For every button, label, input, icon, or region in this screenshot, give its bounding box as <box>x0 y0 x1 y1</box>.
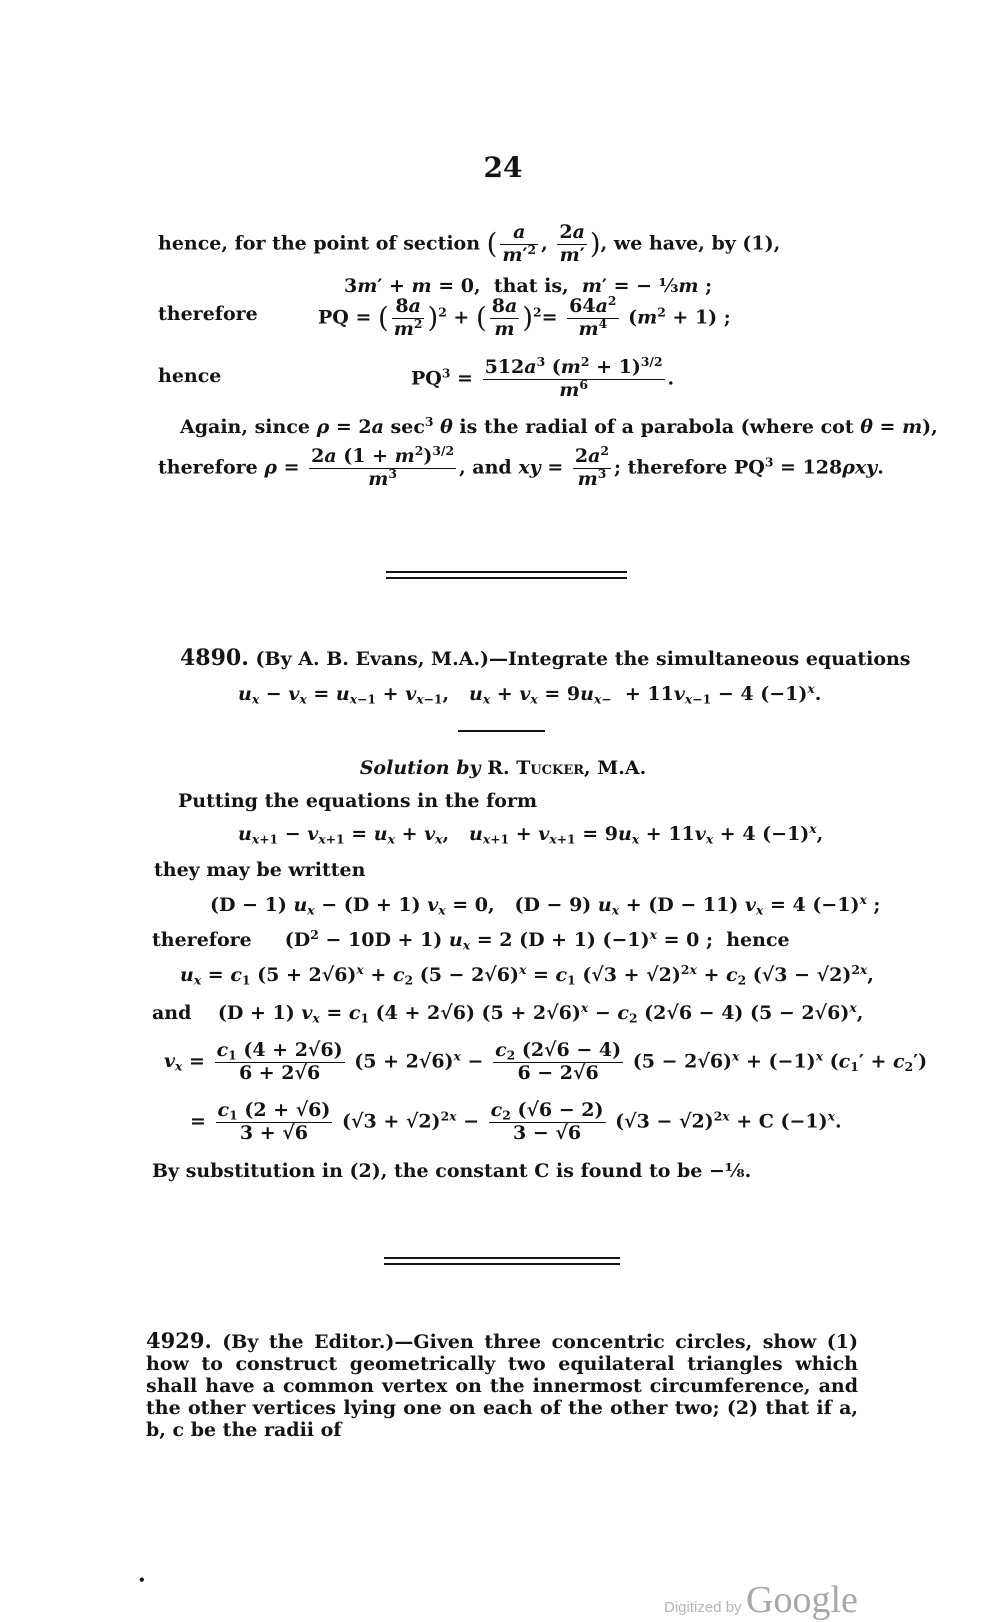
problem-text: (By the Editor.)—Given three concentric circles, show (1) how to construct geometrically two equilateral triangles which shall have a common vertex on the innermost circumference, and the other vertices lying one on each of the other two; (2) that if a, b, c be the radii of <box>146 1331 858 1441</box>
equation: $u_{x+1} - v_{x+1} = u_x + v_x$, $u_{x+1} + v_{x+1} = 9u_x + 11v_x + 4$ $(-1)^x$, <box>238 821 824 847</box>
text-line: they may be written <box>154 859 366 881</box>
section-divider <box>386 571 627 579</box>
short-divider <box>458 730 545 732</box>
problem-header: (By A. B. Evans, M.A.)—Integrate the simultaneous equations <box>255 648 911 670</box>
problem-4929-paragraph <box>146 1330 858 1441</box>
equation: $u_x - v_x = u_{x-1} + v_{x-1}$, $u_x + v_x = 9u_{x-} + 11v_{x-1} - 4$ $(-1)^x$. <box>238 681 822 707</box>
solution-author: R. Tucker, M.A. <box>487 757 647 779</box>
equation: PQ = ( $\frac{8a}{m^2}$ )$^2$ + ( $\frac{8a}{m}$ )$^2$= $\frac{64a^2}{m^4}$ $(m^2 + 1)$ ; <box>318 293 731 340</box>
equation: $u_x = c_1$ $(5 + 2√6)^x + c_2$ $(5 - 2√6)^x = c_1$ $(√3 + √2)^{2x} + c_2$ $(√3 - √2)^{2x}$, <box>180 962 874 988</box>
watermark-prefix: Digitized by <box>664 1599 742 1616</box>
equation: (D − 1) $u_x - (D + 1) v_x = 0$, (D − 9) $u_x + (D - 11) v_x = 4$ $(-1)^x$ ; <box>210 892 881 918</box>
text-line: By substitution in (2), the constant C is found to be −⅛. <box>152 1160 752 1182</box>
solution-heading: Solution by R. Tucker, M.A. <box>359 757 647 779</box>
text-line: hence, for the point of section ( $\frac{a}{m'^2}$ , $\frac{2a}{m'}$ ), we have, by (1), <box>158 221 781 266</box>
stray-mark: • <box>138 1573 146 1587</box>
page-number: 24 <box>483 151 523 184</box>
text-line: Putting the equations in the form <box>178 790 538 812</box>
google-logo: Google <box>746 1579 858 1621</box>
text-line: therefore <box>158 303 258 325</box>
section-divider <box>384 1257 620 1265</box>
problem-4890-heading <box>180 645 911 673</box>
equation: and (D + 1) $v_x = c_1$ (4 + 2√6) $(5 + 2√6)^x - c_2$ (2√6 − 4) $(5 - 2√6)^x$, <box>152 1000 864 1026</box>
text-line: Again, since ρ = 2a $\sec^3 \theta$ is the radial of a parabola (where cot θ = m), <box>180 414 938 438</box>
equation: $PQ^3$ = $\frac{512a^3 (m^2 + 1)^{3/2}}{m^6}$ . <box>411 354 675 401</box>
equation: = $\frac{c_1 (2 + √6)}{3 + √6}$ $(√3 + √2)^{2x}$ − $\frac{c_2 (√6 - 2)}{3 - √6}$ $(√3 - √2)^{2x} + C$ $(-1)^x$. <box>190 1099 842 1144</box>
digitized-watermark <box>664 1578 858 1622</box>
problem-number: 4890. <box>180 645 249 671</box>
problem-number: 4929. <box>146 1328 212 1353</box>
equation: $v_x$ = $\frac{c_1 (4 + 2√6)}{6 + 2√6}$ $(5 + 2√6)^x$ − $\frac{c_2 (2√6 - 4)}{6 - 2√6}$ $(5 - 2√6)^x + (-1)^x$ $(c_1' + c_2')$ <box>164 1039 928 1084</box>
text-line: hence <box>158 365 222 387</box>
equation: 3m′ + m = 0, that is, m′ = − ⅓m ; <box>344 275 713 297</box>
text-line: therefore ρ = $\frac{2a (1 + m^2)^{3/2}}{m^3}$ , and xy = $\frac{2a^2}{m^3}$ ; therefore $PQ^3 = 128\rho xy$. <box>158 443 884 490</box>
text-line: therefore $(D^2 - 10D + 1) u_x = 2$ (D + 1) $(-1)^x = 0$ ; hence <box>152 927 790 953</box>
